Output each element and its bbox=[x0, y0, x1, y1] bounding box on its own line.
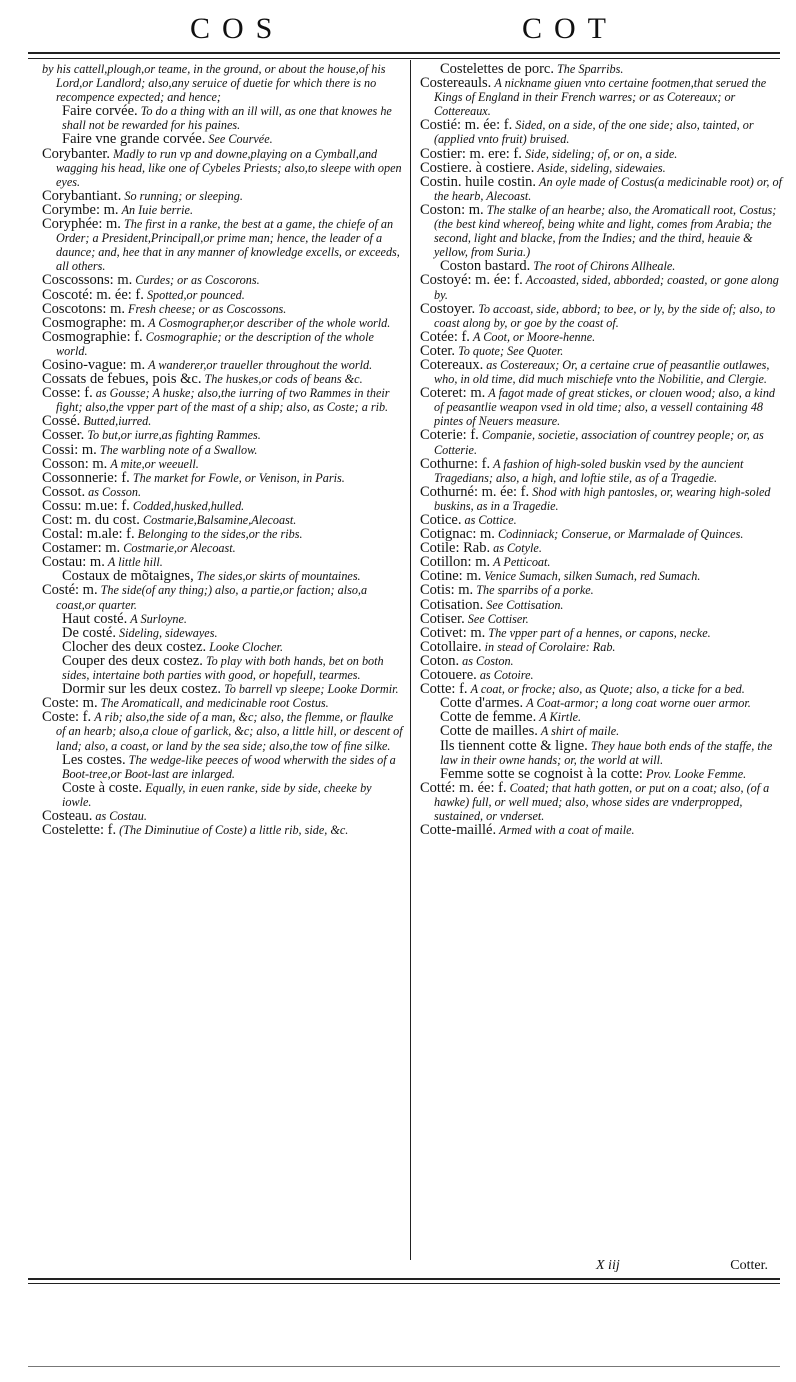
dictionary-entry bbox=[420, 302, 782, 330]
entry-headword: Femme sotte se cognoist à la cotte: bbox=[440, 765, 643, 782]
entry-headword: Costiere. à costiere. bbox=[420, 159, 535, 176]
entry-headword: Cothurne: f. bbox=[420, 455, 491, 472]
entry-headword: Ils tiennent cotte & ligne. bbox=[440, 737, 588, 754]
dictionary-entry bbox=[420, 485, 782, 513]
entry-definition: Companie, societie, association of countrey people; or, as Cotterie. bbox=[434, 428, 764, 457]
dictionary-entry bbox=[42, 710, 404, 752]
entry-headword: Costier: m. ere: f. bbox=[420, 145, 522, 162]
entry-definition: See Courvée. bbox=[208, 132, 273, 147]
dictionary-entry bbox=[42, 330, 404, 358]
entry-definition: Costmarie,or Alecoast. bbox=[123, 541, 236, 556]
entry-definition: The Sparribs. bbox=[557, 62, 624, 76]
entry-headword: Cotillon: m. bbox=[420, 554, 491, 571]
entry-headword: Haut costé. bbox=[62, 610, 128, 627]
catchword: Cotter. bbox=[730, 1258, 768, 1273]
entry-headword: Couper des deux costez. bbox=[62, 652, 203, 669]
entry-headword: Clocher des deux costez. bbox=[62, 638, 207, 655]
right-column bbox=[420, 62, 782, 837]
entry-headword: Coste à coste. bbox=[62, 779, 143, 796]
entry-definition: A nickname giuen vnto certaine footmen,that serued the Kings of England in their French warres; or as Cotereaux; or Cottereaux. bbox=[434, 76, 767, 119]
entry-definition: The stalke of an hearbe; also, the Aromaticall root, Costus; (the best kind whereof, being white and light, comes from Arabia; the second, light and blacke, from the Indies; and the third, heauie & yellow, from Suria.) bbox=[434, 202, 777, 260]
entry-headword: Coter. bbox=[420, 342, 456, 359]
dictionary-entry bbox=[42, 485, 404, 499]
entry-definition: as Cottice. bbox=[464, 513, 517, 527]
entry-definition: A little hill. bbox=[107, 555, 163, 570]
entry-headword: Cotouere. bbox=[420, 667, 477, 684]
entry-headword: Cotte: f. bbox=[420, 681, 468, 698]
entry-definition: Costmarie,Balsamine,Alecoast. bbox=[142, 513, 297, 527]
entry-headword: Costal: m.ale: f. bbox=[42, 526, 135, 543]
entry-definition: (The Diminutiue of Coste) a little rib, side, &c. bbox=[119, 823, 349, 838]
dictionary-entry bbox=[420, 598, 782, 612]
dictionary-entry bbox=[426, 259, 782, 273]
entry-definition: A fashion of high-soled buskin vsed by the auncient Tragedians; also, a high, and loftie stile, as of a Tragedie. bbox=[434, 456, 744, 485]
dictionary-entry bbox=[420, 682, 782, 696]
entry-headword: Cotée: f. bbox=[420, 328, 470, 345]
entry-definition: A coat, or frocke; also, as Quote; also, a ticke for a bed. bbox=[470, 682, 745, 697]
entry-definition: Sideling, sidewayes. bbox=[119, 625, 218, 640]
entry-headword: Dormir sur les deux costez. bbox=[62, 681, 222, 698]
entry-definition: To play with both hands, bet on both sides, intertaine both parties with good, or hopefull, tearmes. bbox=[62, 653, 384, 683]
entry-definition: A shirt of maile. bbox=[540, 724, 620, 739]
dictionary-entry bbox=[420, 513, 782, 527]
entry-definition: Belonging to the sides,or the ribs. bbox=[137, 527, 303, 542]
dictionary-entry bbox=[420, 626, 782, 640]
entry-definition: Venice Sumach, silken Sumach, red Sumach. bbox=[484, 569, 701, 584]
dictionary-entry bbox=[42, 288, 404, 302]
entry-definition: A Coot, or Moore-henne. bbox=[472, 329, 596, 344]
entry-headword: Cotté: m. ée: f. bbox=[420, 779, 507, 796]
entry-definition: Coated; that hath gotten, or put on a coat; also, (of a hawke) full, or well mued; also, whose sides are vnderpropped, sustained, or vnderset. bbox=[434, 780, 770, 823]
dictionary-entry bbox=[48, 781, 404, 809]
dictionary-entry bbox=[42, 428, 404, 442]
dictionary-entry bbox=[42, 513, 404, 527]
dictionary-entry bbox=[48, 640, 404, 654]
entry-definition: The side(of any thing;) also, a partie,or faction; also,a coast,or quarter. bbox=[56, 583, 368, 612]
dictionary-entry bbox=[42, 809, 404, 823]
entry-headword: Cothurné: m. ée: f. bbox=[420, 483, 530, 500]
dictionary-entry bbox=[420, 358, 782, 386]
entry-headword: Costin. huile costin. bbox=[420, 173, 536, 190]
entry-definition: Looke Clocher. bbox=[209, 639, 283, 654]
dictionary-entry bbox=[420, 386, 782, 428]
dictionary-entry bbox=[42, 443, 404, 457]
entry-headword: Costelette: f. bbox=[42, 822, 117, 839]
entry-definition: Shod with high pantosles, or, wearing high-soled buskins, as in a Tragedie. bbox=[434, 484, 771, 513]
entry-headword: Cossonnerie: f. bbox=[42, 469, 130, 486]
running-head-left: COS bbox=[190, 12, 285, 45]
entry-headword: Cosse: f. bbox=[42, 385, 93, 402]
dictionary-entry bbox=[42, 527, 404, 541]
entry-definition: Armed with a coat of maile. bbox=[499, 823, 635, 838]
entry-definition: See Cottiser. bbox=[467, 611, 529, 626]
dictionary-entry bbox=[42, 499, 404, 513]
entry-definition: A fagot made of great stickes, or clouen wood; also, a kind of peasantlie weapon vsed in old time; also, a vessell containing 48 pintes of Neuers measure. bbox=[434, 386, 776, 429]
entry-definition: The sides,or skirts of mountaines. bbox=[196, 569, 361, 584]
entry-headword: Cotte de mailles. bbox=[440, 723, 538, 740]
dictionary-entry bbox=[420, 330, 782, 344]
entry-headword: Coryphée: m. bbox=[42, 216, 121, 233]
entry-definition: They haue both ends of the staffe, the law in their owne hands; or, the world at will. bbox=[440, 738, 773, 767]
entry-definition: To quote; See Quoter. bbox=[458, 343, 564, 358]
dictionary-entry bbox=[426, 62, 782, 76]
dictionary-entry bbox=[420, 541, 782, 555]
entry-definition: as Cotoire. bbox=[479, 668, 534, 683]
top-rule bbox=[28, 52, 780, 59]
dictionary-entry bbox=[420, 668, 782, 682]
entry-definition: Side, sideling; of, or on, a side. bbox=[524, 146, 678, 161]
dictionary-entry bbox=[420, 147, 782, 161]
entry-definition: Butted,iurred. bbox=[83, 414, 152, 429]
dictionary-entry bbox=[420, 273, 782, 301]
entry-definition: The root of Chirons Allheale. bbox=[533, 259, 676, 274]
entry-headword: Costereauls. bbox=[420, 75, 492, 92]
dictionary-entry bbox=[42, 372, 404, 386]
entry-definition: as Coston. bbox=[462, 653, 514, 668]
entry-headword: Coton. bbox=[420, 652, 460, 669]
dictionary-entry bbox=[420, 175, 782, 203]
entry-definition: as Gousse; A huske; also,the iurring of two Rammes in their fight; also,the vpper part of the mast of a ship; also, as Coste; a rib. bbox=[56, 386, 390, 415]
entry-headword: Costau: m. bbox=[42, 554, 105, 571]
entry-definition: A Coat-armor; a long coat worne ouer armor. bbox=[526, 696, 751, 711]
entry-definition: by his cattell,plough,or teame, in the ground, or about the house,of his Lord,or Landlord; also,any seruice of duetie for which there is no recompence expected; and hence; bbox=[42, 62, 386, 105]
dictionary-entry bbox=[42, 823, 404, 837]
entry-definition: as Cosson. bbox=[88, 484, 141, 499]
dictionary-entry bbox=[42, 541, 404, 555]
entry-headword: Cosino-vague: m. bbox=[42, 356, 146, 373]
dictionary-entry bbox=[42, 203, 404, 217]
entry-definition: A wanderer,or traueller throughout the world. bbox=[148, 357, 373, 372]
entry-definition: The vpper part of a hennes, or capons, necke. bbox=[488, 625, 711, 640]
entry-headword: Les costes. bbox=[62, 751, 126, 768]
entry-headword: Coteret: m. bbox=[420, 385, 486, 402]
entry-headword: Costé: m. bbox=[42, 582, 98, 599]
entry-headword: Faire vne grande corvée. bbox=[62, 131, 206, 148]
entry-headword: Cotine: m. bbox=[420, 568, 482, 585]
entry-headword: Coscotons: m. bbox=[42, 300, 125, 317]
entry-headword: Cosmographie: f. bbox=[42, 328, 143, 345]
entry-definition: To do a thing with an ill will, as one that knowes he shall not be rewarded for his paines. bbox=[62, 104, 392, 133]
dictionary-entry bbox=[420, 344, 782, 358]
entry-headword: Cotiser. bbox=[420, 610, 465, 627]
dictionary-entry bbox=[42, 302, 404, 316]
entry-definition: The first in a ranke, the best at a game, the chiefe of an Order; a President,Principall,or prime man; hence, the leader of a daunce; and, hee that in any manner of knowledge excells, or exceeds, all others. bbox=[56, 217, 400, 274]
dictionary-entry bbox=[42, 457, 404, 471]
dictionary-entry bbox=[48, 104, 404, 132]
dictionary-entry bbox=[420, 527, 782, 541]
dictionary-entry bbox=[420, 612, 782, 626]
entry-definition: Spotted,or pounced. bbox=[146, 287, 245, 302]
running-head-right: COT bbox=[522, 12, 618, 45]
dictionary-entry bbox=[420, 823, 782, 837]
entry-definition: Cosmographie; or the description of the whole world. bbox=[56, 329, 374, 358]
dictionary-entry bbox=[42, 62, 404, 104]
dictionary-entry bbox=[420, 428, 782, 456]
dictionary-entry bbox=[420, 781, 782, 823]
entry-headword: Costamer: m. bbox=[42, 540, 121, 557]
signature-mark: X iij bbox=[596, 1258, 620, 1273]
dictionary-entry bbox=[426, 724, 782, 738]
entry-definition: The wedge-like peeces of wood wherwith the sides of a Boot-tree,or Boot-last are inlarged. bbox=[62, 752, 396, 781]
entry-definition: The Aromaticall, and medicinable root Costus. bbox=[100, 696, 329, 711]
entry-definition: An Iuie berrie. bbox=[121, 202, 193, 217]
dictionary-entry bbox=[42, 696, 404, 710]
dictionary-entry bbox=[42, 217, 404, 273]
dictionary-entry bbox=[42, 583, 404, 611]
entry-headword: Cotivet: m. bbox=[420, 624, 486, 641]
dictionary-entry bbox=[42, 358, 404, 372]
entry-definition: Codded,husked,hulled. bbox=[132, 498, 245, 513]
entry-definition: as Costau. bbox=[95, 808, 147, 823]
entry-definition: as Cotyle. bbox=[493, 541, 542, 556]
entry-definition: Curdes; or as Coscorons. bbox=[135, 273, 260, 288]
entry-headword: Cotignac: m. bbox=[420, 526, 495, 543]
entry-definition: To barrell vp sleepe; Looke Dormir. bbox=[224, 682, 399, 697]
entry-headword: Cotte d'armes. bbox=[440, 695, 524, 712]
entry-definition: A Cosmographer,or describer of the whole world. bbox=[148, 315, 391, 330]
entry-headword: Cotis: m. bbox=[420, 582, 474, 599]
entry-headword: Cotisation. bbox=[420, 596, 484, 613]
entry-headword: Costaux de mõtaignes, bbox=[62, 568, 194, 585]
entry-definition: So running; or sleeping. bbox=[124, 188, 243, 203]
dictionary-entry bbox=[42, 273, 404, 287]
dictionary-entry bbox=[420, 654, 782, 668]
dictionary-entry bbox=[420, 203, 782, 259]
bottom-rule bbox=[28, 1278, 780, 1284]
entry-headword: Coston bastard. bbox=[440, 258, 531, 275]
dictionary-entry bbox=[42, 189, 404, 203]
entry-headword: Corymbe: m. bbox=[42, 201, 119, 218]
entry-definition: Accoasted, sided, abborded; coasted, or gone along by. bbox=[434, 273, 779, 302]
dictionary-entry bbox=[42, 414, 404, 428]
entry-headword: Coscoté: m. ée: f. bbox=[42, 286, 144, 303]
entry-definition: A Kirtle. bbox=[539, 710, 582, 725]
dictionary-entry bbox=[420, 457, 782, 485]
dictionary-entry bbox=[42, 147, 404, 189]
entry-headword: Cotile: Rab. bbox=[420, 540, 491, 557]
entry-definition: in stead of Corolaire: Rab. bbox=[484, 639, 616, 654]
entry-headword: De costé. bbox=[62, 624, 116, 641]
dictionary-entry bbox=[48, 753, 404, 781]
entry-headword: Corybantiant. bbox=[42, 187, 122, 204]
entry-headword: Coscossons: m. bbox=[42, 272, 133, 289]
entry-definition: To but,or iurre,as fighting Rammes. bbox=[87, 428, 261, 443]
entry-definition: To accoast, side, abbord; to bee, or ly, by the side of; also, to coast along by, or goe by the coast of. bbox=[434, 301, 776, 330]
entry-definition: A Petticoat. bbox=[493, 555, 551, 570]
entry-headword: Costeau. bbox=[42, 807, 93, 824]
entry-headword: Coterie: f. bbox=[420, 427, 479, 444]
dictionary-entry bbox=[426, 739, 782, 767]
entry-headword: Cossu: m.ue: f. bbox=[42, 497, 130, 514]
entry-headword: Cossi: m. bbox=[42, 441, 97, 458]
entry-definition: as Costereaux; Or, a certaine crue of peasantlie outlawes, who, in old time, did much mischiefe vnto the Nobilitie, and Clergie. bbox=[434, 357, 770, 387]
entry-headword: Cossats de febues, pois &c. bbox=[42, 371, 202, 388]
dictionary-entry bbox=[420, 555, 782, 569]
entry-headword: Cotice. bbox=[420, 512, 462, 528]
dictionary-entry bbox=[48, 682, 404, 696]
dictionary-entry bbox=[48, 612, 404, 626]
dictionary-entry bbox=[426, 710, 782, 724]
dictionary-entry bbox=[48, 626, 404, 640]
entry-headword: Cotereaux. bbox=[420, 356, 484, 373]
left-column bbox=[42, 62, 404, 837]
dictionary-entry bbox=[426, 696, 782, 710]
entry-definition: Madly to run vp and downe,playing on a Cymball,and wagging his head, like one of Cybeles Priests; also,to sleepe with open eyes. bbox=[56, 146, 402, 189]
entry-headword: Costoyer. bbox=[420, 300, 476, 317]
entry-definition: A Surloyne. bbox=[130, 611, 187, 626]
dictionary-entry bbox=[420, 161, 782, 175]
entry-definition: Fresh cheese; or as Coscossons. bbox=[128, 301, 287, 316]
entry-definition: The sparribs of a porke. bbox=[476, 583, 594, 598]
entry-definition: The huskes,or cods of beans &c. bbox=[204, 372, 363, 387]
entry-headword: Cotte-maillé. bbox=[420, 822, 497, 839]
entry-headword: Cost: m. du cost. bbox=[42, 512, 140, 528]
footer-rule bbox=[28, 1366, 780, 1367]
entry-definition: The market for Fowle, or Venison, in Paris. bbox=[132, 470, 345, 485]
entry-headword: Costoyé: m. ée: f. bbox=[420, 272, 523, 289]
entry-definition: An oyle made of Costus(a medicinable root) or, of the hearb, Alecoast. bbox=[434, 174, 782, 203]
dictionary-entry bbox=[42, 471, 404, 485]
dictionary-entry bbox=[420, 76, 782, 118]
entry-headword: Cosmographe: m. bbox=[42, 314, 146, 331]
dictionary-entry bbox=[426, 767, 782, 781]
dictionary-entry bbox=[48, 132, 404, 146]
entry-definition: See Cottisation. bbox=[486, 597, 564, 612]
dictionary-entry bbox=[420, 569, 782, 583]
entry-headword: Cosser. bbox=[42, 427, 85, 444]
entry-headword: Cossot. bbox=[42, 483, 86, 500]
entry-definition: Sided, on a side, of the one side; also, tainted, or (applied vnto fruit) bruised. bbox=[434, 118, 754, 147]
dictionary-entry bbox=[42, 316, 404, 330]
dictionary-entry bbox=[420, 640, 782, 654]
entry-definition: The warbling note of a Swallow. bbox=[99, 442, 258, 457]
entry-headword: Coste: f. bbox=[42, 709, 92, 726]
dictionary-entry bbox=[420, 583, 782, 597]
dictionary-entry bbox=[42, 555, 404, 569]
entry-headword: Corybanter. bbox=[42, 145, 111, 162]
entry-definition: A rib; also,the side of a man, &c; also, the flemme, or flaulke of an hearb; also,a cloue of garlick, &c; also, a little hill, or descent of land; also, a coast, or land by the sea side; also,the tow of fine silke. bbox=[56, 710, 403, 753]
dictionary-entry bbox=[48, 654, 404, 682]
entry-headword: Costelettes de porc. bbox=[440, 61, 554, 77]
entry-definition: Codinniack; Conserue, or Marmalade of Quinces. bbox=[497, 527, 744, 542]
column-divider bbox=[410, 60, 411, 1260]
dictionary-entry bbox=[48, 569, 404, 583]
entry-headword: Faire corvée. bbox=[62, 103, 138, 120]
entry-headword: Coston: m. bbox=[420, 201, 484, 218]
entry-definition: Equally, in euen ranke, side by side, cheeke by iowle. bbox=[62, 780, 372, 809]
entry-headword: Cossé. bbox=[42, 413, 81, 430]
entry-definition: A mite,or weeuell. bbox=[110, 456, 199, 471]
entry-headword: Coste: m. bbox=[42, 695, 98, 712]
dictionary-entry bbox=[420, 118, 782, 146]
entry-headword: Cotte de femme. bbox=[440, 709, 537, 726]
entry-headword: Cosson: m. bbox=[42, 455, 108, 472]
entry-definition: Prov. Looke Femme. bbox=[646, 766, 747, 781]
entry-headword: Cotollaire. bbox=[420, 638, 482, 655]
entry-headword: Costié: m. ée: f. bbox=[420, 117, 513, 134]
dictionary-entry bbox=[42, 386, 404, 414]
entry-definition: Aside, sideling, sidewaies. bbox=[537, 160, 666, 175]
